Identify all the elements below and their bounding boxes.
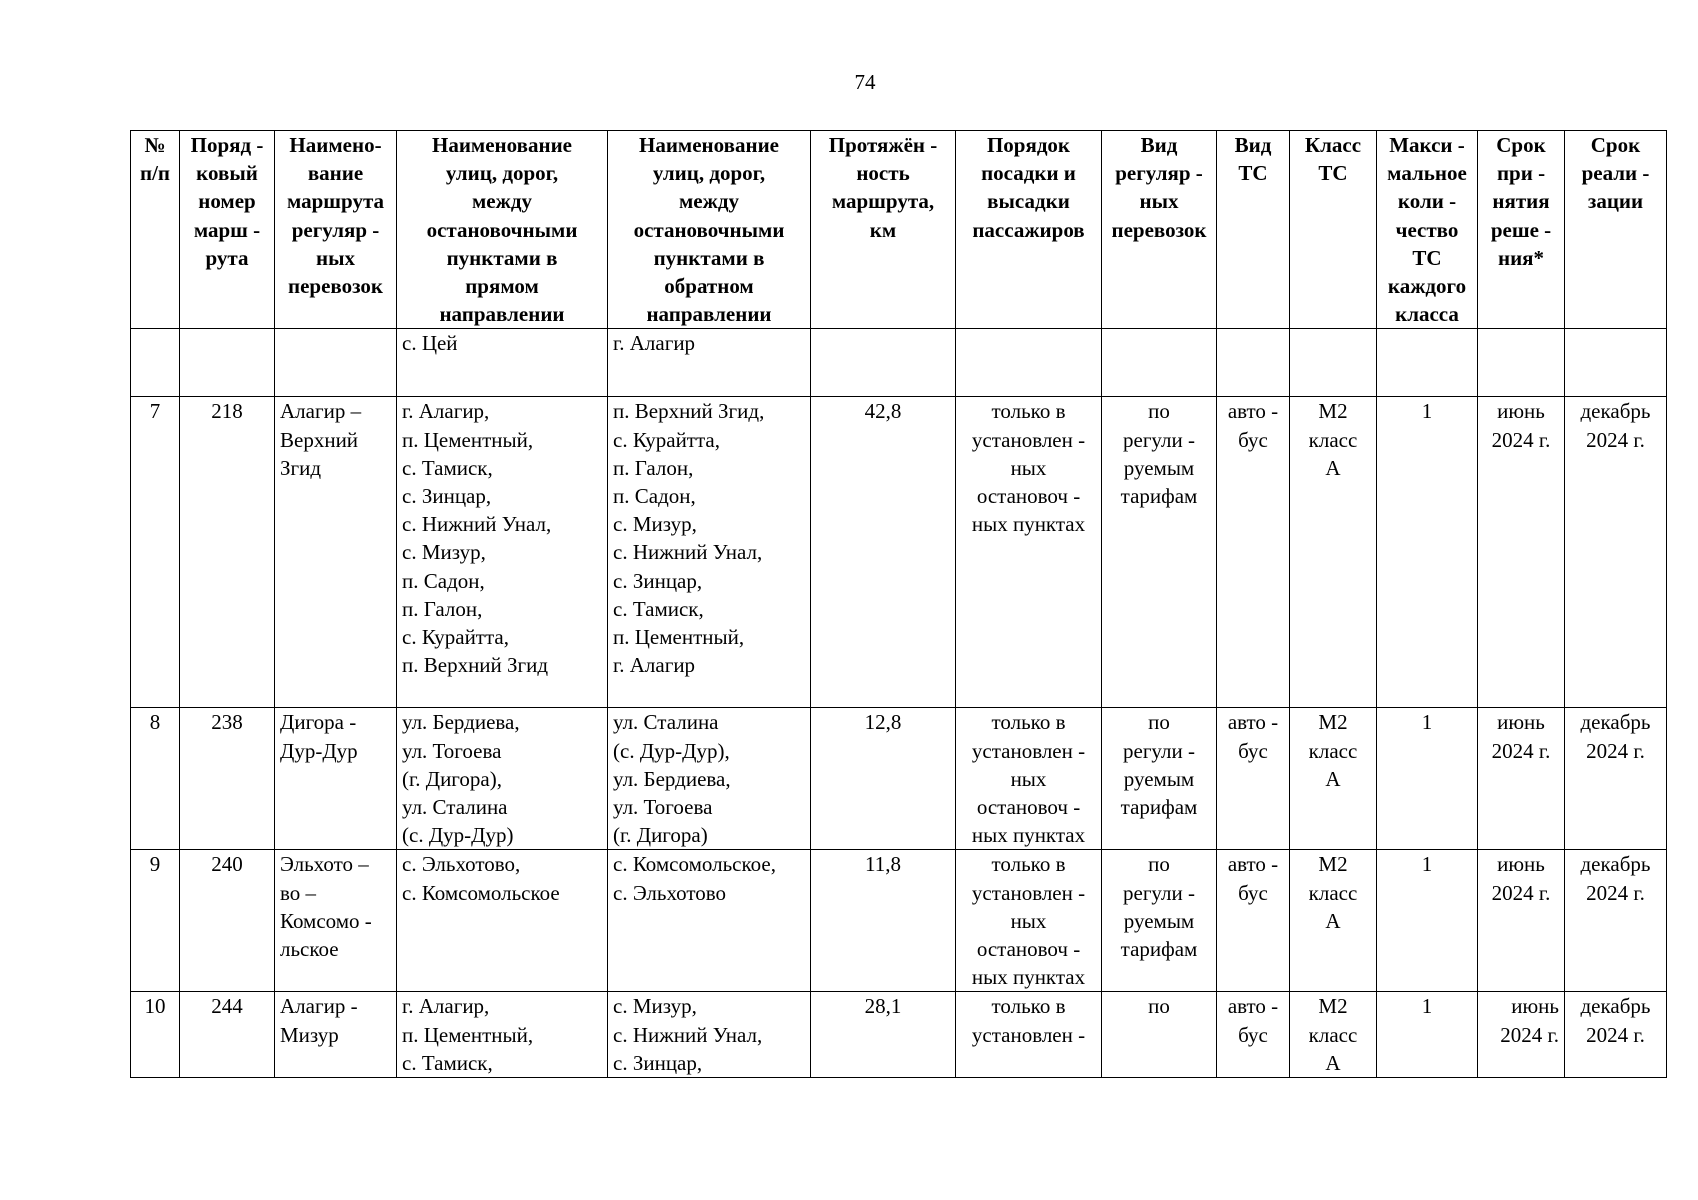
header-vehicle-kind: [1217, 131, 1290, 329]
cell-line: А: [1325, 455, 1341, 480]
cell-reverse-streets: [608, 992, 811, 1078]
cell-line: п. Цементный,: [613, 625, 745, 650]
continuation-row: [131, 329, 1667, 397]
cell-line: г. Алагир,: [402, 994, 490, 1019]
cell-line: каждого: [1387, 274, 1467, 299]
cell-line: п. Галон,: [613, 455, 694, 480]
cell-line: коли -: [1397, 189, 1457, 214]
cell-line: ния*: [1497, 245, 1545, 270]
header-length: [811, 131, 956, 329]
cell-line: Дур-Дур: [280, 738, 358, 763]
cell-line: 2024 г.: [1586, 738, 1645, 763]
cell-length: 28,1: [811, 992, 956, 1078]
cell-line: бус: [1238, 880, 1268, 905]
cell-empty: [1290, 329, 1377, 397]
cell-forward-streets: [397, 708, 608, 850]
cell-boarding: [956, 708, 1102, 850]
cell-num: 9: [131, 850, 180, 992]
cell-line: ность: [856, 161, 910, 186]
cell-line: остановоч -: [976, 937, 1081, 962]
cell-line: с. Нижний Унал,: [402, 512, 552, 537]
cell-line: А: [1325, 1050, 1341, 1075]
cell-line: декабрь: [1580, 399, 1651, 424]
header-row: [131, 131, 1667, 329]
cell-max-count: 1: [1377, 850, 1478, 992]
cell-forward-streets: [397, 850, 608, 992]
cell-line: рута: [205, 245, 249, 270]
cell-vehicle-class: [1290, 708, 1377, 850]
cell-line: перевозок: [287, 274, 384, 299]
cell-transport-kind: [1102, 708, 1217, 850]
header-route-no: [180, 131, 275, 329]
header-boarding: [956, 131, 1102, 329]
table-row: [131, 708, 1667, 850]
cell-line: ных пунктах: [971, 823, 1086, 848]
cell-line: с. Зинцар,: [613, 568, 703, 593]
table-row: [131, 992, 1667, 1078]
cell-line: п. Галон,: [402, 596, 483, 621]
cell-decision-date: [1478, 708, 1565, 850]
cell-implementation-date: [1565, 708, 1667, 850]
cell-transport-kind: [1102, 397, 1217, 708]
cell-line: с. Эльхотово,: [402, 852, 521, 877]
cell-line: п. Верхний Згид: [402, 653, 549, 678]
cell-line: ных: [1139, 189, 1179, 214]
cell-line: остановоч -: [976, 795, 1081, 820]
cell-empty: [956, 329, 1102, 397]
cell-line: ных: [1010, 455, 1047, 480]
cell-line: по: [1148, 852, 1170, 877]
cell-max-count: 1: [1377, 708, 1478, 850]
cell-transport-kind: [1102, 850, 1217, 992]
cell-route-no: 244: [180, 992, 275, 1078]
table-row: [131, 850, 1667, 992]
cell-line: бус: [1238, 1022, 1268, 1047]
cell-line: авто -: [1227, 710, 1279, 735]
cell-empty: [1102, 329, 1217, 397]
cell-line: №: [144, 133, 166, 157]
cell-line: реше -: [1490, 217, 1552, 242]
cell-vehicle-class: [1290, 397, 1377, 708]
cell-line: июнь: [1497, 399, 1545, 424]
cell-line: с. Мизур,: [402, 540, 486, 565]
cell-line: бус: [1238, 738, 1268, 763]
header-vehicle-class: [1290, 131, 1377, 329]
cell-line: зации: [1587, 189, 1644, 214]
cell-line: А: [1325, 766, 1341, 791]
cell-line: (с. Дур-Дур),: [613, 738, 730, 763]
cell-num: 7: [131, 397, 180, 708]
cell-line: только в: [991, 399, 1066, 424]
cell-line: декабрь: [1580, 994, 1651, 1019]
cell-line: бус: [1238, 427, 1268, 452]
cell-line: Поряд -: [190, 133, 264, 157]
cell-vehicle-kind: [1217, 850, 1290, 992]
cell-line: ТС: [1318, 161, 1348, 186]
cell-vehicle-class: [1290, 992, 1377, 1078]
cell-empty: [1565, 329, 1667, 397]
cell-route-name: [275, 708, 397, 850]
cell-line: класс: [1308, 427, 1358, 452]
cell-route-name: [275, 850, 397, 992]
cell-line: по: [1148, 710, 1170, 735]
header-decision-date: [1478, 131, 1565, 329]
cell-line: (г. Дигора): [613, 823, 708, 848]
cell-line: п. Цементный,: [402, 1022, 534, 1047]
cell-reverse-streets: [608, 329, 811, 397]
cell-vehicle-class: [1290, 850, 1377, 992]
cell-line: улиц, дорог,: [652, 161, 766, 186]
header-forward-streets: [397, 131, 608, 329]
cell-length: 11,8: [811, 850, 956, 992]
cell-line: А: [1325, 908, 1341, 933]
cell-line: регуляр -: [1115, 161, 1203, 186]
cell-line: Наименование: [432, 133, 572, 157]
cell-route-no: 240: [180, 850, 275, 992]
cell-line: декабрь: [1580, 852, 1651, 877]
cell-line: только в: [991, 710, 1066, 735]
cell-line: с. Нижний Унал,: [613, 1022, 763, 1047]
cell-line: 2024 г.: [1586, 427, 1645, 452]
cell-line: вание: [307, 161, 364, 186]
cell-line: Наименование: [639, 133, 779, 157]
cell-line: Класс: [1304, 133, 1362, 157]
header-num: [131, 131, 180, 329]
cell-line: авто -: [1227, 852, 1279, 877]
cell-line: установлен -: [971, 880, 1086, 905]
cell-line: при -: [1496, 161, 1546, 186]
cell-line: регули -: [1123, 738, 1195, 763]
cell-line: М2: [1318, 710, 1348, 735]
page-number: 74: [854, 70, 876, 94]
cell-line: регули -: [1123, 427, 1195, 452]
cell-forward-streets: [397, 397, 608, 708]
cell-line: с. Нижний Унал,: [613, 540, 763, 565]
cell-line: во –: [280, 880, 317, 905]
cell-line: тарифам: [1120, 484, 1198, 509]
cell-line: п. Садон,: [613, 484, 696, 509]
cell-empty: [131, 329, 180, 397]
cell-line: Мизур: [280, 1022, 339, 1047]
cell-line: Протяжён -: [828, 133, 938, 157]
cell-line: ТС: [1412, 245, 1442, 270]
cell-implementation-date: [1565, 397, 1667, 708]
header-max-count: [1377, 131, 1478, 329]
cell-forward-streets: [397, 992, 608, 1078]
cell-line: ул. Тогоева: [402, 738, 502, 763]
cell-line: с. Тамиск,: [402, 1050, 493, 1075]
cell-line: Алагир –: [280, 399, 362, 424]
cell-line: только в: [991, 852, 1066, 877]
cell-reverse-streets: [608, 708, 811, 850]
cell-num: 10: [131, 992, 180, 1078]
cell-line: г. Алагир: [613, 653, 696, 678]
cell-line: г. Алагир,: [402, 399, 490, 424]
cell-max-count: 1: [1377, 992, 1478, 1078]
cell-line: ных пунктах: [971, 512, 1086, 537]
cell-line: обратном: [664, 274, 754, 299]
cell-line: остановочными: [426, 217, 578, 242]
cell-line: ных: [1010, 908, 1047, 933]
cell-line: между: [679, 189, 739, 214]
cell-line: маршрута,: [831, 189, 935, 214]
cell-line: с. Мизур,: [613, 994, 697, 1019]
cell-line: посадки и: [981, 161, 1076, 186]
cell-line: Эльхото –: [280, 852, 369, 877]
cell-line: направлении: [646, 302, 772, 327]
cell-line: г. Алагир: [613, 331, 696, 356]
cell-line: пунктами в: [446, 245, 558, 270]
cell-line: руемым: [1123, 455, 1195, 480]
cell-line: Наимено-: [289, 133, 382, 157]
cell-line: направлении: [439, 302, 565, 327]
header-route-name: [275, 131, 397, 329]
cell-reverse-streets: [608, 397, 811, 708]
cell-line: авто -: [1227, 994, 1279, 1019]
cell-line: п/п: [139, 161, 171, 186]
cell-forward-streets: [397, 329, 608, 397]
cell-route-no: 218: [180, 397, 275, 708]
cell-line: 2024 г.: [1491, 427, 1551, 452]
cell-line: ковый: [196, 161, 258, 186]
cell-line: ТС: [1238, 161, 1268, 186]
cell-line: ул. Бердиева,: [613, 766, 731, 791]
cell-line: М2: [1318, 399, 1348, 424]
cell-empty: [811, 329, 956, 397]
cell-line: с. Цей: [402, 331, 458, 356]
cell-route-name: [275, 397, 397, 708]
cell-line: прямом: [465, 274, 539, 299]
cell-line: ул. Бердиева,: [402, 710, 520, 735]
cell-line: июнь: [1497, 852, 1545, 877]
cell-line: реали -: [1581, 161, 1650, 186]
cell-line: июнь: [1497, 710, 1545, 735]
cell-line: Алагир -: [280, 994, 358, 1019]
cell-line: по: [1148, 994, 1170, 1019]
cell-line: 2024 г.: [1491, 738, 1551, 763]
cell-line: нятия: [1492, 189, 1550, 214]
cell-line: тарифам: [1120, 795, 1198, 820]
cell-line: улиц, дорог,: [445, 161, 559, 186]
cell-line: установлен -: [971, 427, 1086, 452]
header-implementation-date: [1565, 131, 1667, 329]
cell-line: с. Курайтта,: [402, 625, 509, 650]
cell-reverse-streets: [608, 850, 811, 992]
cell-line: только в: [991, 994, 1066, 1019]
cell-line: остановоч -: [976, 484, 1081, 509]
cell-line: ул. Сталина: [613, 710, 719, 735]
cell-line: Вид: [1140, 133, 1178, 157]
cell-line: высадки: [987, 189, 1070, 214]
cell-line: п. Цементный,: [402, 427, 534, 452]
cell-vehicle-kind: [1217, 708, 1290, 850]
cell-line: льское: [280, 937, 339, 962]
cell-line: ных пунктах: [971, 965, 1086, 990]
cell-vehicle-kind: [1217, 992, 1290, 1078]
cell-boarding: [956, 850, 1102, 992]
cell-line: регули -: [1123, 880, 1195, 905]
cell-line: пассажиров: [972, 217, 1085, 242]
cell-max-count: 1: [1377, 397, 1478, 708]
cell-line: (с. Дур-Дур): [402, 823, 514, 848]
cell-line: Верхний: [280, 427, 359, 452]
cell-empty: [1217, 329, 1290, 397]
cell-line: М2: [1318, 852, 1348, 877]
header-transport-kind: [1102, 131, 1217, 329]
cell-line: Срок: [1496, 133, 1546, 157]
cell-line: установлен -: [971, 738, 1086, 763]
cell-route-name: [275, 992, 397, 1078]
cell-line: п. Верхний Згид,: [613, 399, 765, 424]
cell-line: с. Тамиск,: [402, 455, 493, 480]
cell-line: класс: [1308, 1022, 1358, 1047]
cell-decision-date: [1478, 992, 1565, 1078]
cell-length: 42,8: [811, 397, 956, 708]
cell-line: с. Эльхотово: [613, 880, 727, 905]
cell-line: маршрута: [286, 189, 385, 214]
cell-line: (г. Дигора),: [402, 766, 502, 791]
cell-implementation-date: [1565, 992, 1667, 1078]
cell-line: чество: [1395, 217, 1459, 242]
cell-line: класс: [1308, 880, 1358, 905]
cell-line: 2024 г.: [1586, 880, 1645, 905]
cell-line: Порядок: [986, 133, 1071, 157]
cell-line: класс: [1308, 738, 1358, 763]
cell-line: Срок: [1590, 133, 1641, 157]
cell-line: тарифам: [1120, 937, 1198, 962]
cell-line: с. Комсомольское,: [613, 852, 776, 877]
cell-empty: [1377, 329, 1478, 397]
cell-line: декабрь: [1580, 710, 1651, 735]
cell-empty: [1478, 329, 1565, 397]
cell-transport-kind: [1102, 992, 1217, 1078]
cell-line: по: [1148, 399, 1170, 424]
cell-line: Вид: [1234, 133, 1272, 157]
cell-boarding: [956, 397, 1102, 708]
cell-route-no: 238: [180, 708, 275, 850]
cell-line: км: [869, 217, 897, 242]
cell-line: установлен -: [971, 1022, 1086, 1047]
cell-line: класса: [1395, 302, 1459, 327]
cell-line: между: [472, 189, 532, 214]
cell-decision-date: [1478, 397, 1565, 708]
cell-empty: [275, 329, 397, 397]
cell-line: Комсомо -: [280, 908, 372, 933]
cell-line: номер: [198, 189, 256, 214]
cell-line: с. Курайтта,: [613, 427, 720, 452]
cell-line: с. Зинцар,: [402, 484, 492, 509]
cell-num: 8: [131, 708, 180, 850]
cell-line: М2: [1318, 994, 1348, 1019]
cell-line: Згид: [280, 455, 322, 480]
cell-implementation-date: [1565, 850, 1667, 992]
cell-line: марш -: [193, 217, 261, 242]
cell-line: с. Тамиск,: [613, 596, 704, 621]
cell-empty: [180, 329, 275, 397]
cell-line: пунктами в: [653, 245, 765, 270]
cell-line: 2024 г.: [1586, 1022, 1645, 1047]
cell-line: 2024 г.: [1500, 1022, 1559, 1047]
cell-length: 12,8: [811, 708, 956, 850]
cell-line: 2024 г.: [1491, 880, 1551, 905]
cell-line: Дигора -: [280, 710, 357, 735]
cell-line: ул. Сталина: [402, 795, 508, 820]
cell-decision-date: [1478, 850, 1565, 992]
cell-line: руемым: [1123, 766, 1195, 791]
cell-line: с. Зинцар,: [613, 1050, 703, 1075]
cell-line: ных: [1010, 766, 1047, 791]
cell-line: перевозок: [1111, 217, 1207, 242]
cell-line: с. Комсомольское: [402, 880, 560, 905]
cell-line: ул. Тогоева: [613, 795, 713, 820]
cell-line: регуляр -: [291, 217, 380, 242]
cell-boarding: [956, 992, 1102, 1078]
cell-vehicle-kind: [1217, 397, 1290, 708]
cell-line: с. Мизур,: [613, 512, 697, 537]
cell-line: ных: [316, 245, 355, 270]
cell-line: июнь: [1511, 994, 1559, 1019]
cell-line: остановочными: [633, 217, 785, 242]
routes-table: [130, 130, 1667, 1078]
header-reverse-streets: [608, 131, 811, 329]
cell-line: мальное: [1387, 161, 1467, 186]
cell-line: Макси -: [1389, 133, 1465, 157]
table-row: [131, 397, 1667, 708]
cell-line: п. Садон,: [402, 568, 485, 593]
cell-line: руемым: [1123, 908, 1195, 933]
cell-line: авто -: [1227, 399, 1279, 424]
